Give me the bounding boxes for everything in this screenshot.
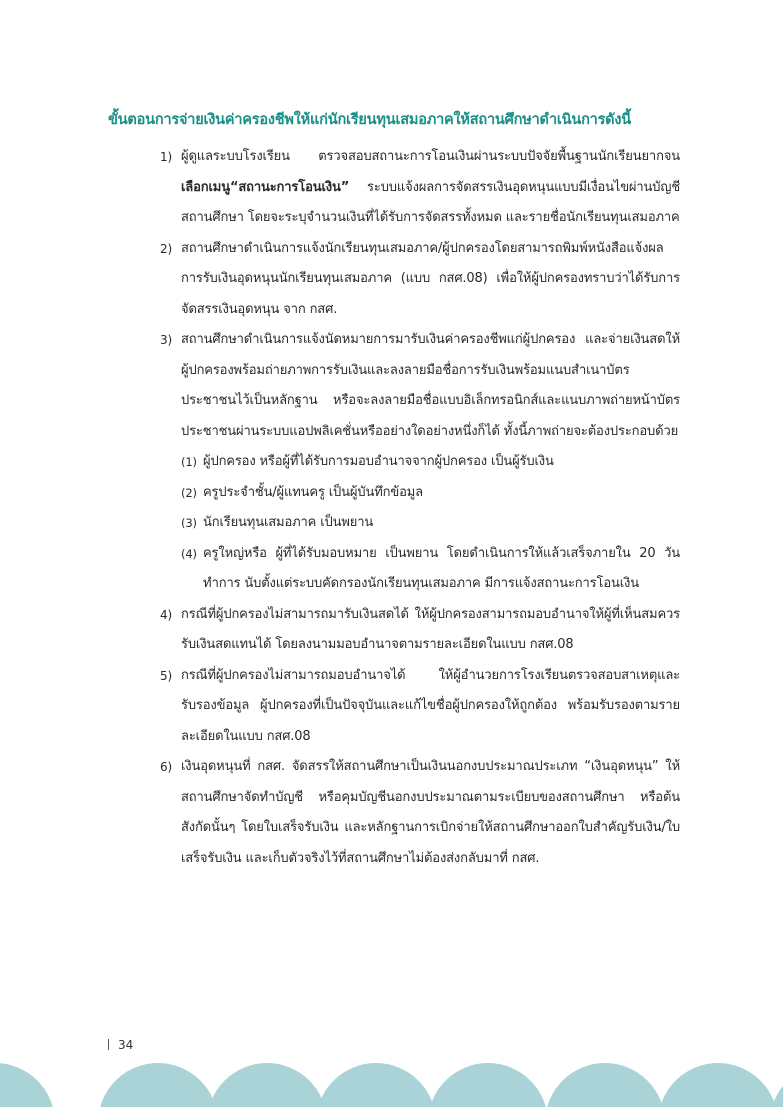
page-footer: [108, 1038, 133, 1052]
sub-item-4: [181, 539, 680, 600]
step-item-2: [160, 234, 680, 326]
wave-circle: [0, 1063, 55, 1107]
step-text: กรณีที่ผู้ปกครองไม่สามารถมารับเงินสดได้ ให้ผู้ปกครองสามารถมอบอำนาจให้ผู้ที่เห็นสมควรรับเงินสดแทนได้ โดยลงนามมอบอำนาจตามรายละเอียดในแบบ กสศ.08: [181, 606, 680, 652]
step-item-5: [160, 661, 680, 753]
step-item-6: [160, 752, 680, 874]
sub-item-text: ครูประจำชั้น/ผู้แทนครู เป็นผู้บันทึกข้อมูล: [203, 484, 423, 500]
step-item-4: [160, 600, 680, 661]
sub-item-text: นักเรียนทุนเสมอภาค เป็นพยาน: [203, 515, 374, 530]
sub-item-number: (3): [181, 516, 197, 530]
step-number: 6): [160, 760, 173, 774]
wave-circle: [658, 1063, 778, 1107]
step-number: 3): [160, 333, 173, 347]
step-number: 1): [160, 150, 173, 164]
step-text: ระบบแจ้งผลการจัดสรรเงินอุดหนุนแบบมีเงื่อนไขผ่านบัญชีสถานศึกษา โดยจะระบุจำนวนเงินที่ได้รับการจัดสรรทั้งหมด และรายชื่อนักเรียนทุนเสมอภาค: [181, 179, 680, 225]
wave-circle: [428, 1063, 548, 1107]
section-heading: ขั้นตอนการจ่ายเงินค่าครองชีพให้แก่นักเรียนทุนเสมอภาคให้สถานศึกษาดำเนินการดังนี้: [108, 112, 631, 128]
decorative-wave-border: [0, 1060, 783, 1107]
photo-requirements-list: [181, 447, 680, 600]
sub-item-1: [181, 447, 680, 478]
sub-item-text: ผู้ปกครอง หรือผู้ที่ได้รับการมอบอำนาจจากผู้ปกครอง เป็นผู้รับเงิน: [203, 454, 554, 469]
step-text: ผู้ดูแลระบบโรงเรียน ตรวจสอบสถานะการโอนเงินผ่านระบบปัจจัยพื้นฐานนักเรียนยากจน: [181, 149, 680, 164]
steps-list: [160, 142, 680, 874]
step-number: 2): [160, 241, 173, 256]
step-item-1: [160, 142, 680, 234]
sub-item-number: (4): [181, 546, 197, 561]
step-item-3: [160, 325, 680, 600]
step-text: สถานศึกษาดำเนินการแจ้งนักเรียนทุนเสมอภาค/ผู้ปกครองโดยสามารถพิมพ์หนังสือแจ้งผลการรับเงินอุดหนุนนักเรียนทุนเสมอภาค (แบบ กสศ.08) เพื่อให้ผู้ปกครองทราบว่าได้รับการจัดสรรเงินอุดหนุน จาก กสศ.: [181, 240, 680, 317]
wave-circle: [545, 1063, 665, 1107]
step-text: เงินอุดหนุนที่ กสศ. จัดสรรให้สถานศึกษาเป็นเงินนอกงบประมาณประเภท “เงินอุดหนุน” ให้สถานศึกษาจัดทำบัญชี หรือคุมบัญชีนอกงบประมาณตามระเบียบของสถานศึกษา หรือต้นสังกัดนั้นๆ โดยใบเสร็จรับเงิน และหลักฐานการเบิกจ่ายให้สถานศึกษาออกใบสำคัญรับเงิน/ใบเสร็จรับเงิน และเก็บตัวจริงไว้ที่สถานศึกษาไม่ต้องส่งกลับมาที่ กสศ.: [181, 759, 680, 866]
wave-circles: [0, 1063, 783, 1107]
sub-item-number: (2): [181, 485, 197, 500]
step-text: กรณีที่ผู้ปกครองไม่สามารถมอบอำนาจได้ ให้ผู้อำนวยการโรงเรียนตรวจสอบสาเหตุและรับรองข้อมูล ผู้ปกครองที่เป็นปัจจุบันและแก้ไขชื่อผู้ปกครองให้ถูกต้อง พร้อมรับรองตามรายละเอียดในแบบ กสศ.08: [181, 667, 680, 744]
wave-circle: [98, 1063, 218, 1107]
page-number: 34: [118, 1038, 134, 1052]
wave-circle: [316, 1063, 436, 1107]
sub-item-3: [181, 508, 680, 539]
wave-circle: [207, 1063, 327, 1107]
step-text: สถานศึกษาดำเนินการแจ้งนัดหมายการมารับเงินค่าครองชีพแก่ผู้ปกครอง และจ่ายเงินสดให้ผู้ปกครองพร้อมถ่ายภาพการรับเงินและลงลายมือชื่อการรับเงินพร้อมแนบสำเนาบัตรประชาชนไว้เป็นหลักฐาน หรือจะลงลายมือชื่อแบบอิเล็กทรอนิกส์และแนบภาพถ่ายหน้าบัตรประชาชนผ่านระบบแอปพลิเคชั่นหรืออย่างใดอย่างหนึ่งก็ได้ ทั้งนี้ภาพถ่ายจะต้องประกอบด้วย: [181, 332, 680, 439]
sub-item-text: ครูใหญ่หรือ ผู้ที่ได้รับมอบหมาย เป็นพยาน โดยดำเนินการให้แล้วเสร็จภายใน 20 วันทำการ นับตั้งแต่ระบบคัดกรองนักเรียนทุนเสมอภาค มีการแจ้งสถานะการโอนเงิน: [203, 545, 680, 591]
step-number: 5): [160, 668, 173, 683]
sub-item-number: (1): [181, 455, 197, 469]
step-text-bold: เลือกเมนู“สถานะการโอนเงิน”: [181, 179, 350, 195]
sub-item-2: [181, 478, 680, 509]
footer-divider: [108, 1039, 109, 1050]
step-number: 4): [160, 607, 173, 622]
